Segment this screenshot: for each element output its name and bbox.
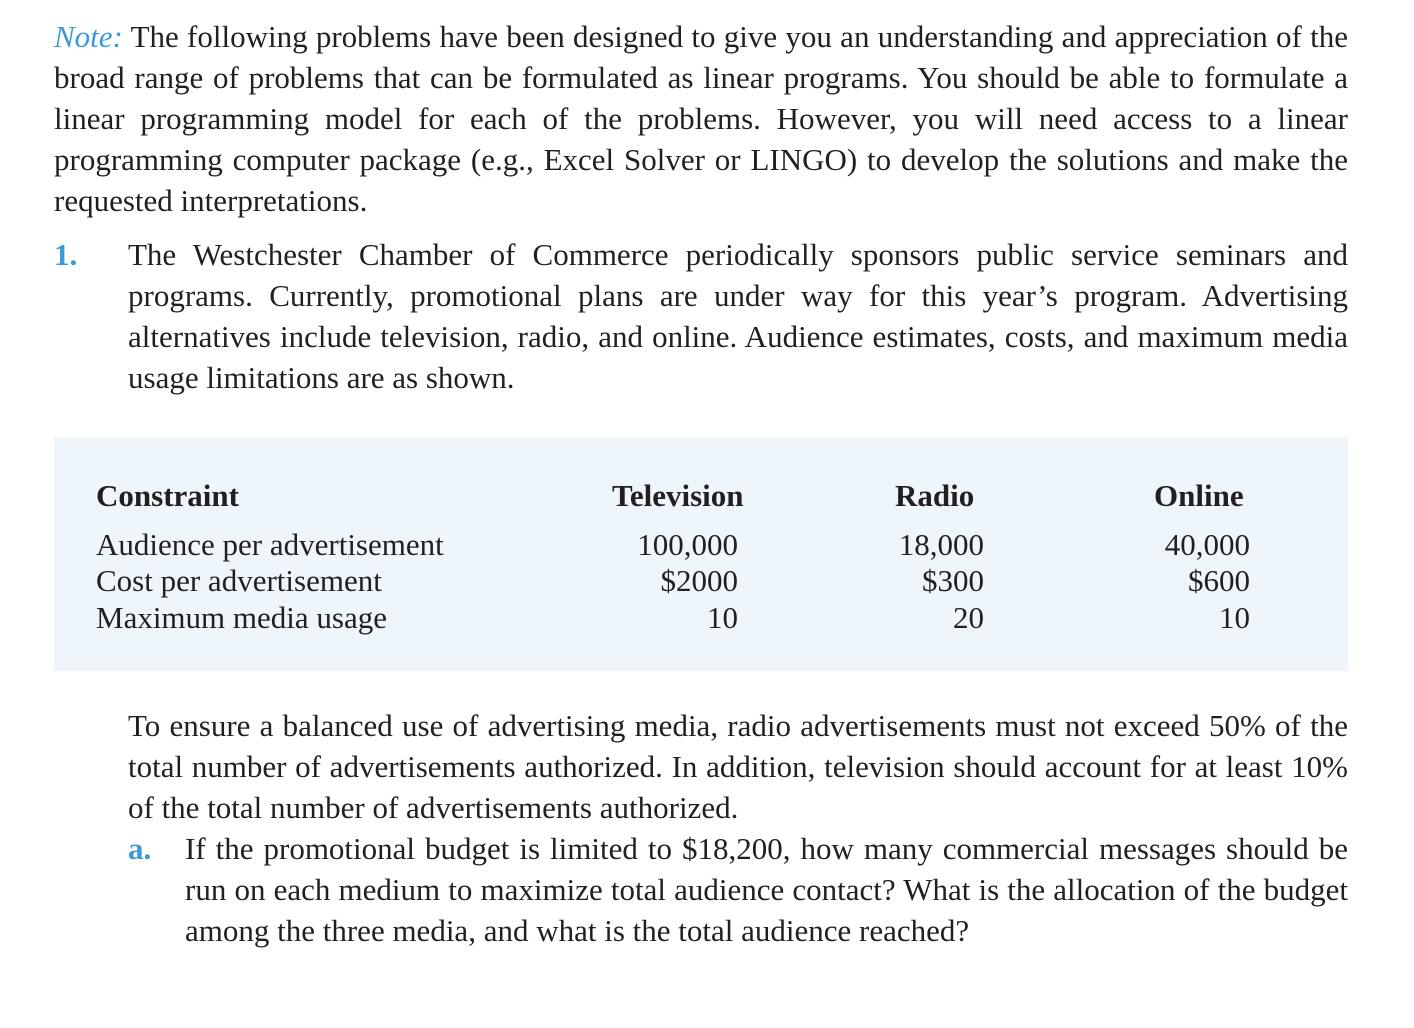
table-header-television: Television [612,478,744,513]
note-text: The following problems have been designed to give you an understanding and appreciation of the broad range of problems that can be formulated as linear programs. You should be able to formulate a linear programming model for each of the problems. However, you will need access to a linear programming computer package (e.g., Excel Solver or LINGO) to develop the solutions and make the requested interpretations. [54,19,1348,218]
note-paragraph [54,16,1348,221]
table-header-online: Online [1154,478,1244,513]
part-a-letter: a. [128,831,152,866]
problem-followup: To ensure a balanced use of advertising media, radio advertisements must not exceed 50% of the total number of advertisements authorized. In addition, television should account for at least 10% of the total number of advertisements authorized. [128,708,1348,825]
table-cell: 20 [953,600,984,635]
table-row-label: Cost per advertisement [96,563,382,598]
table-row-label: Maximum media usage [96,600,387,635]
problem-number: 1. [54,237,78,272]
table-row-label: Audience per advertisement [96,527,444,562]
table-cell: 40,000 [1164,527,1250,562]
table-cell: 10 [1219,600,1250,635]
table-cell: $300 [922,563,984,598]
table-cell: $600 [1188,563,1250,598]
table-cell: 10 [707,600,738,635]
problem-intro: The Westchester Chamber of Commerce periodically sponsors public service seminars and programs. Currently, promotional plans are under way for this year’s program. Advertising alternatives include television, radio, and online. Audience estimates, costs, and maximum media usage limitations are as shown. [128,237,1348,395]
table-cell: 100,000 [637,527,738,562]
table-header-constraint: Constraint [96,478,239,513]
part-a-text: If the promotional budget is limited to $18,200, how many commercial messages should be run on each medium to maximize total audience contact? What is the allocation of the budget among the three media, and what is the total audience reached? [185,831,1348,948]
table-cell: $2000 [660,563,738,598]
table-cell: 18,000 [898,527,984,562]
note-label: Note: [54,19,123,54]
table-header-radio: Radio [895,478,975,513]
media-table [54,437,1348,671]
